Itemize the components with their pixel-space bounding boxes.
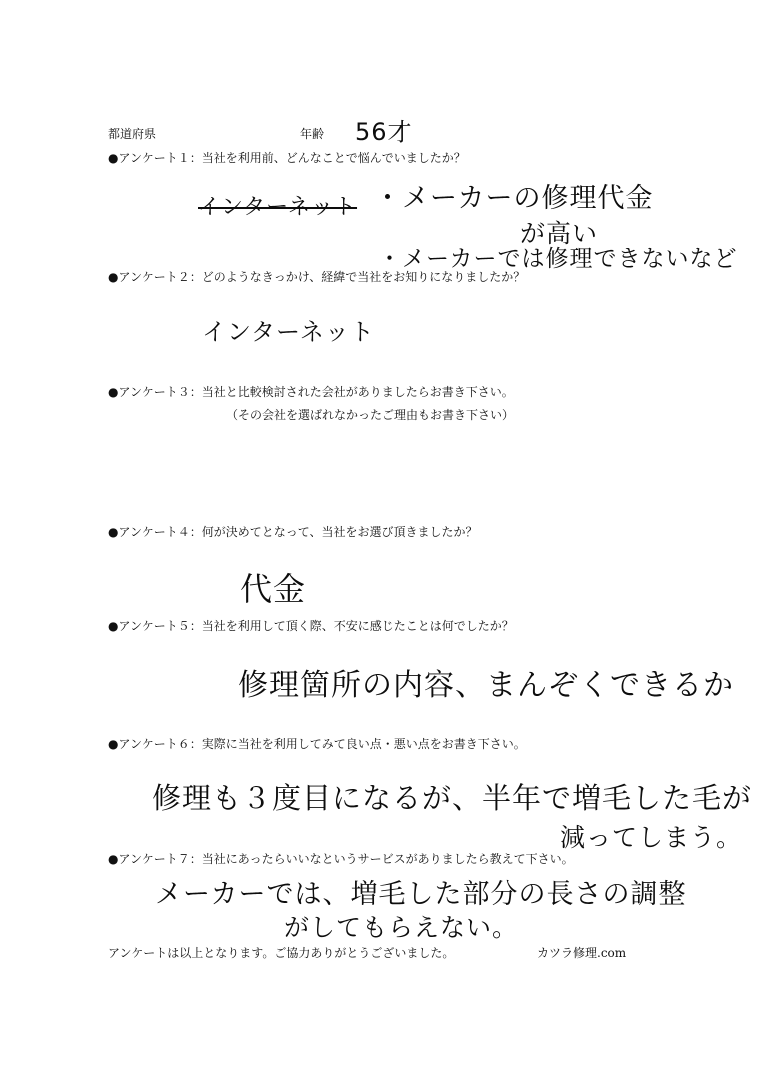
question-3-note: （その会社を選ばれなかったご理由もお書き下さい） bbox=[226, 408, 515, 422]
question-1-label: ●アンケート１：当社を利用前、どんなことで悩んでいましたか？ bbox=[108, 151, 466, 165]
answer-1-struck: インターネット bbox=[198, 195, 358, 220]
answer-7-line-1: メーカーでは、増毛した部分の長さの調整 bbox=[155, 879, 687, 910]
closing-text: アンケートは以上となります。ご協力ありがとうございました。 bbox=[108, 946, 455, 960]
age-value: 56才 bbox=[355, 118, 413, 146]
question-7-label: ●アンケート７：当社にあったらいいなというサービスがありましたら教えて下さい。 bbox=[108, 852, 574, 866]
age-label: 年齢 bbox=[300, 127, 325, 141]
prefecture-label: 都道府県 bbox=[108, 127, 157, 141]
answer-7-line-2: がしてもらえない。 bbox=[284, 913, 519, 942]
question-2-label: ●アンケート２：どのようなきっかけ、経緯で当社をお知りになりましたか？ bbox=[108, 270, 526, 284]
question-6-label: ●アンケート６：実際に当社を利用してみて良い点・悪い点をお書き下さい。 bbox=[108, 737, 526, 751]
answer-1-line-3: ・メーカーでは修理できないなど bbox=[378, 246, 738, 272]
question-5-label: ●アンケート５：当社を利用して頂く際、不安に感じたことは何でしたか？ bbox=[108, 619, 514, 633]
question-4-label: ●アンケート４：何が決めてとなって、当社をお選び頂きましたか？ bbox=[108, 525, 478, 539]
answer-1-line-2: が高い bbox=[520, 219, 599, 248]
answer-6-line-1: 修理も３度目になるが、半年で増毛した毛が bbox=[152, 781, 753, 815]
answer-6-line-2: 減ってしまう。 bbox=[560, 823, 743, 852]
answer-2: インターネット bbox=[202, 318, 375, 346]
answer-1-line-1: ・メーカーの修理代金 bbox=[374, 183, 654, 214]
brand-text: カツラ修理.com bbox=[537, 946, 627, 960]
question-3-label: ●アンケート３：当社と比較検討された会社がありましたらお書き下さい。 bbox=[108, 385, 514, 399]
answer-4: 代金 bbox=[240, 570, 307, 608]
answer-5: 修理箇所の内容、まんぞくできるか bbox=[238, 668, 734, 703]
